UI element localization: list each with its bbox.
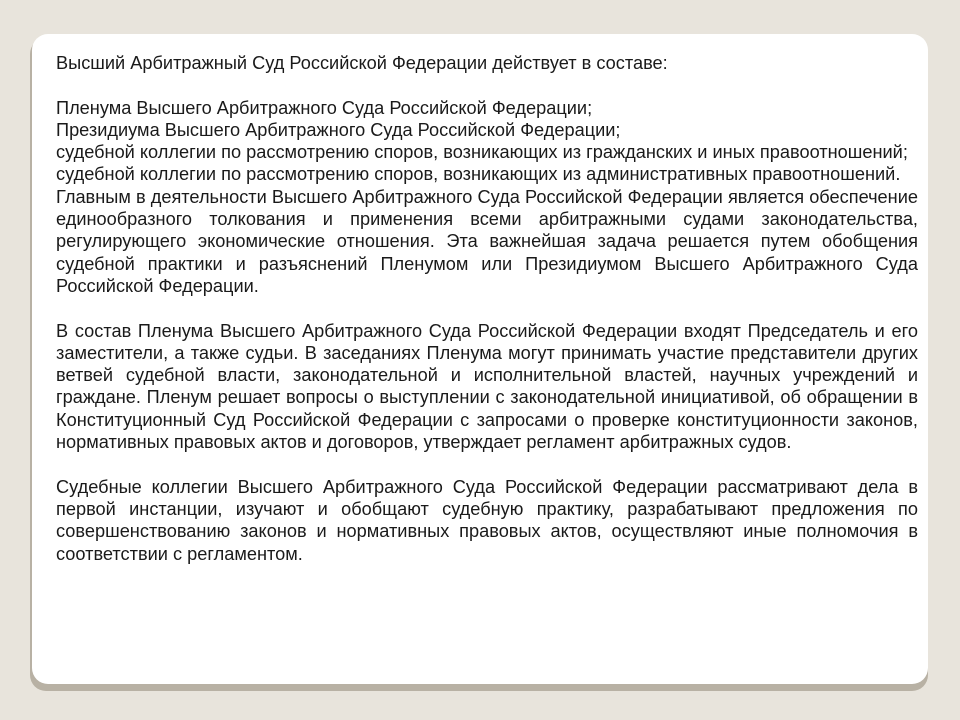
intro-paragraph: Высший Арбитражный Суд Российской Федерации действует в составе: <box>56 53 668 73</box>
body-text <box>56 52 918 565</box>
spacer <box>56 74 918 96</box>
composition-item-admin-college: судебной коллегии по рассмотрению споров, возникающих из административных правоотношений. <box>56 164 901 185</box>
colleges-paragraph: Судебные коллегии Высшего Арбитражного Суда Российской Федерации рассматривают дела в первой инстанции, изучают и обобщают судебную практику, разрабатывают предложения по совершенствованию законов и нормативных правовых актов, осуществляют иные полномочия в соответствии с регламентом. <box>56 476 918 564</box>
plenum-paragraph: В состав Пленума Высшего Арбитражного Суда Российской Федерации входят Председатель и его заместители, а также судьи. В заседаниях Пленума могут принимать участие представители других ветвей судебной власти, законодательной и исполнительной властей, научных учреждений и граждане. Пленум решает вопросы о выступлении с законодательной инициативой, об обращении в Конституционный Суд Российской Федерации с запросами о проверке конституционности законов, нормативных правовых актов и договоров, утверждает регламент арбитражных судов. <box>56 320 918 453</box>
composition-item-civil-college: судебной коллегии по рассмотрению споров, возникающих из гражданских и иных правоотношений; <box>56 142 908 163</box>
composition-item-presidium: Президиума Высшего Арбитражного Суда Российской Федерации; <box>56 119 621 140</box>
spacer <box>56 453 918 475</box>
main-task-paragraph: Главным в деятельности Высшего Арбитражного Суда Российской Федерации является обеспечение единообразного толкования и применения всеми арбитражными судами законодательства, регулирующего экономические отношения. Эта важнейшая задача решается путем обобщения судебной практики и разъяснений Пленумом или Президиумом Высшего Арбитражного Суда Российской Федерации. <box>56 186 918 296</box>
spacer <box>56 297 918 319</box>
composition-item-plenum: Пленума Высшего Арбитражного Суда Российской Федерации; <box>56 97 593 118</box>
